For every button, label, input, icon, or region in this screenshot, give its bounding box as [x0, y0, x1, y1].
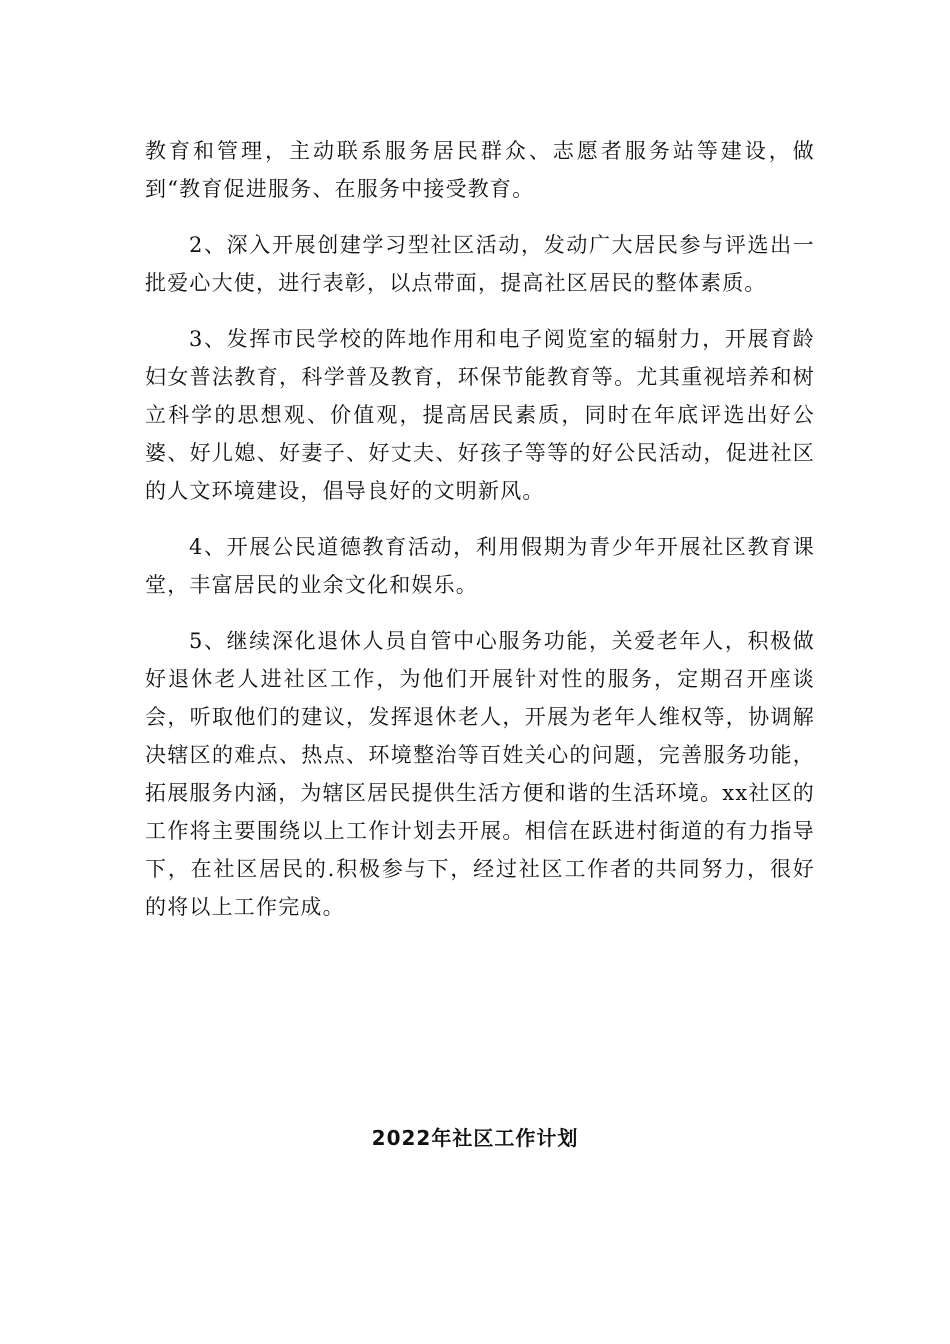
paragraph-item-4: 4、开展公民道德教育活动，利用假期为青少年开展社区教育课堂，丰富居民的业余文化和娱乐。 [145, 535, 815, 597]
paragraph-item-5: 5、继续深化退休人员自管中心服务功能，关爱老年人，积极做好退休老人进社区工作，为他们开展针对性的服务，定期召开座谈会，听取他们的建议，发挥退休老人，开展为老年人维权等，协调解决辖区的难点、热点、环境整治等百姓关心的问题，完善服务功能，拓展服务内涵，为辖区居民提供生活方便和谐的生活环境。xx社区的工作将主要围绕以上工作计划去开展。相信在跃进村街道的有力指导下，在社区居民的.积极参与下，经过社区工作者的共同努力，很好的将以上工作完成。 [145, 629, 815, 919]
paragraph-item-2: 2、深入开展创建学习型社区活动，发动广大居民参与评选出一批爱心大使，进行表彰，以点带面，提高社区居民的整体素质。 [145, 233, 815, 295]
section-title: 2022年社区工作计划 [371, 1126, 579, 1150]
document-body [145, 132, 815, 944]
paragraph-item-3: 3、发挥市民学校的阵地作用和电子阅览室的辐射力，开展育龄妇女普法教育，科学普及教育，环保节能教育等。尤其重视培养和树立科学的思想观、价值观，提高居民素质，同时在年底评选出好公婆、好儿媳、好妻子、好丈夫、好孩子等等的好公民活动，促进社区的人文环境建设，倡导良好的文明新风。 [145, 327, 815, 503]
paragraph-continuation: 教育和管理，主动联系服务居民群众、志愿者服务站等建设，做到“教育促进服务、在服务中接受教育。 [145, 139, 815, 201]
